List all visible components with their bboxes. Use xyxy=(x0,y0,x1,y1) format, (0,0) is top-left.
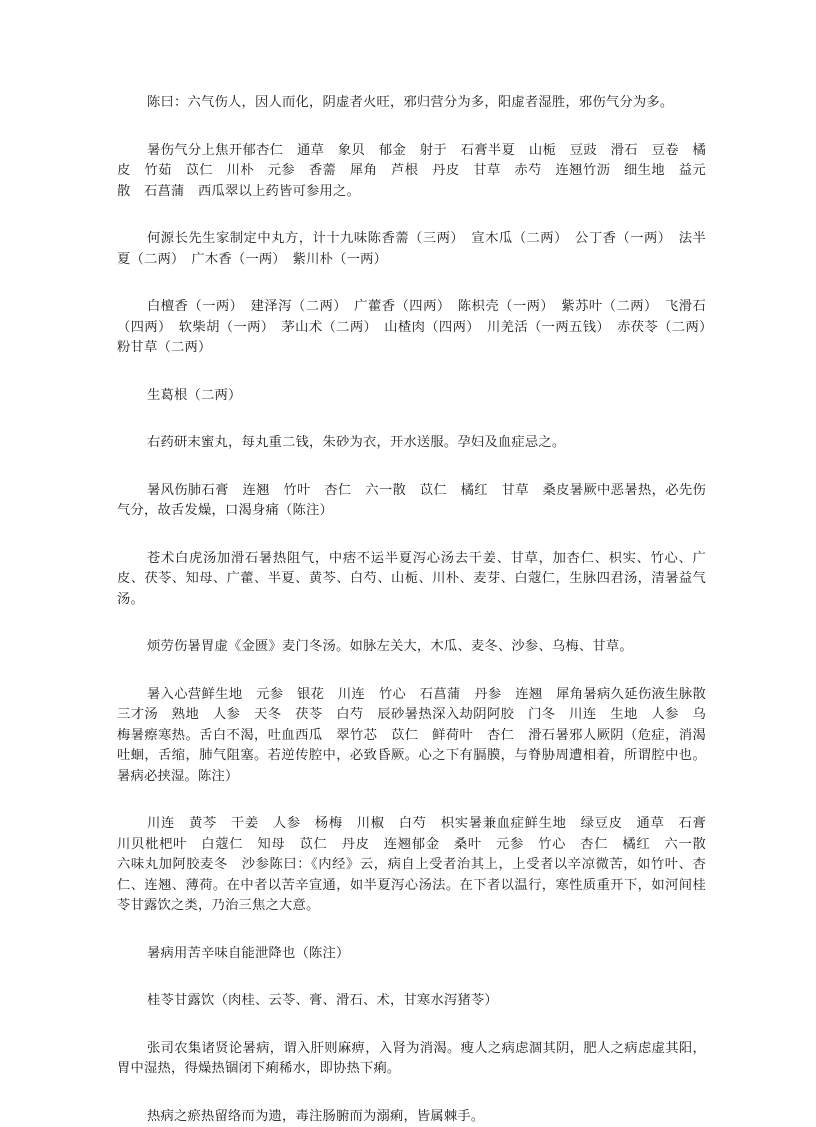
paragraph-preparation-instructions: 右药研末蜜丸，每丸重二钱，朱砂为衣，开水送服。孕妇及血症忌之。 xyxy=(117,433,706,454)
paragraph-cangzhu-baihu-decoction: 苍术白虎汤加滑石暑热阻气，中痞不运半夏泻心汤去干姜、甘草，加杏仁、枳实、竹心、广皮、茯苓、知母、广藿、半夏、黄芩、白芍、山栀、川朴、麦芽、白蔻仁，生脉四君汤，清暑益气汤。 xyxy=(117,549,706,611)
paragraph-chen-six-qi: 陈曰：六气伤人，因人而化，阴虚者火旺，邪归营分为多，阳虚者湿胜，邪伤气分为多。 xyxy=(117,93,706,114)
paragraph-bitter-acrid-note: 暑病用苦辛味自能泄降也（陈注） xyxy=(117,944,706,965)
paragraph-zhang-sinong-discussion: 张司农集诸贤论暑病，谓入肝则麻痹，入肾为消渴。瘦人之病虑涸其阴，肥人之病虑虚其阳，胃中湿热，得燥热锢闭下痢稀水，即协热下痢。 xyxy=(117,1039,706,1080)
paragraph-summerheat-qi-level: 暑伤气分上焦开郁杏仁 通草 象贝 郁金 射于 石膏半夏 山栀 豆豉 滑石 豆卷 橘皮 竹茹 苡仁 川朴 元参 香薷 犀角 芦根 丹皮 甘草 赤芍 连翘竹沥 细生地 益元散 石菖蒲 西瓜翠以上药皆可参用之。 xyxy=(117,141,706,203)
paragraph-sanjiao-treatment: 川连 黄芩 干姜 人参 杨梅 川椒 白芍 枳实暑兼血症鲜生地 绿豆皮 通草 石膏 川贝枇杷叶 白蔻仁 知母 苡仁 丹皮 连翘郁金 桑叶 元参 竹心 杏仁 橘红 六一散 六味丸加阿胶麦冬 沙参陈曰：《内经》云，病自上受者治其上，上受者以辛凉微苦，如竹叶、杏仁、连翘、薄荷。在中者以苦辛宣通，如半夏泻心汤法。在下者以温行，寒性质重开下，如河间桂苓甘露饮之类，乃治三焦之大意。 xyxy=(117,814,706,917)
paragraph-heat-disease-stasis: 热病之瘀热留络而为遗，毒注肠腑而为溺痢，皆属棘手。 xyxy=(117,1107,706,1127)
paragraph-ge-gen: 生葛根（二两） xyxy=(117,386,706,407)
paragraph-formula-ingredients: 白檀香（一两） 建泽泻（二两） 广藿香（四两） 陈枳壳（一两） 紫苏叶（二两） 飞滑石（四两） 软柴胡（一两） 茅山术（二两） 山楂肉（四两） 川羌活（一两五钱） 赤茯苓（二两） 粉甘草（二两） xyxy=(117,297,706,359)
paragraph-exhaustion-stomach-deficiency: 烦劳伤暑胃虚《金匮》麦门冬汤。如脉左关大，木瓜、麦冬、沙参、乌梅、甘草。 xyxy=(117,637,706,658)
paragraph-dingzhong-pill-formula: 何源长先生家制定中丸方，计十九味陈香薷（三两） 宣木瓜（二两） 公丁香（一两） 法半夏（二两） 广木香（一两） 紫川朴（一两） xyxy=(117,229,706,270)
paragraph-summer-wind-lung: 暑风伤肺石膏 连翘 竹叶 杏仁 六一散 苡仁 橘红 甘草 桑皮暑厥中恶暑热，必先伤气分，故舌发燥，口渴身痛（陈注） xyxy=(117,481,706,522)
paragraph-guiling-ganlu-drink: 桂苓甘露饮（肉桂、云苓、膏、滑石、术，甘寒水泻猪苓） xyxy=(117,991,706,1012)
paragraph-summerheat-heart-nutrient: 暑入心营鲜生地 元参 银花 川连 竹心 石菖蒲 丹参 连翘 犀角暑病久延伤液生脉散 三才汤 熟地 人参 天冬 茯苓 白芍 辰砂暑热深入劫阴阿胶 门冬 川连 生地 人参 乌梅暑瘵寒热。舌白不渴，吐血西瓜 翠竹芯 苡仁 鲜荷叶 杏仁 滑石暑邪人厥阴（危症，消渴吐蛔，舌缩，肺气阻塞。若逆传腔中，必致昏厥。心之下有膈膜，与脊胁周遭相着，所谓腔中也。暑病必挟湿。陈注） xyxy=(117,685,706,788)
